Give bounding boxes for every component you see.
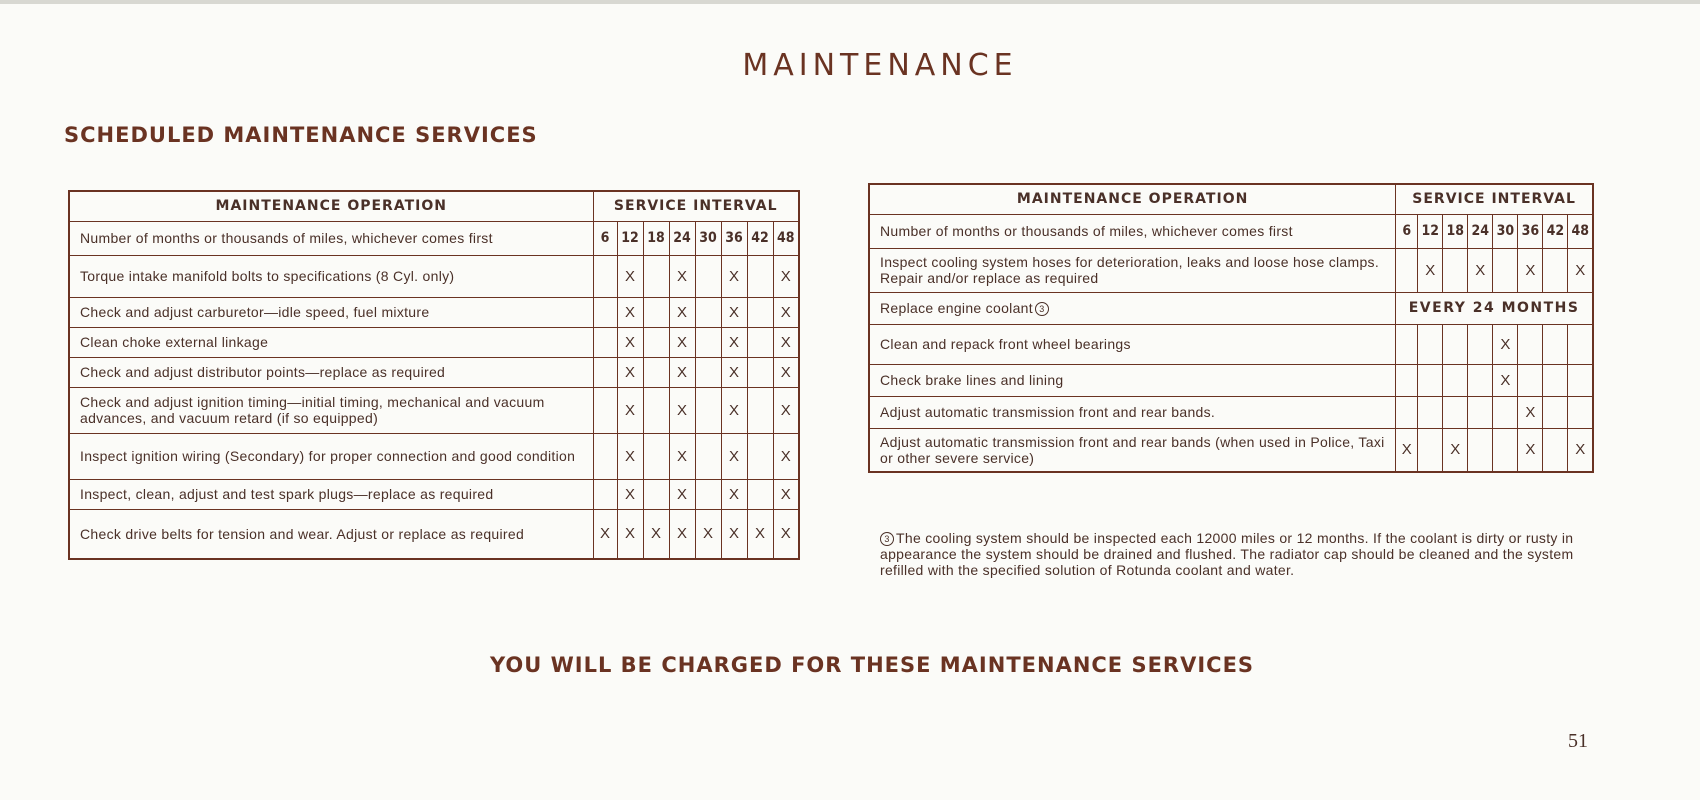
interval-mark-cell bbox=[695, 327, 721, 357]
operation-cell bbox=[869, 248, 1396, 292]
interval-number-row bbox=[69, 221, 799, 255]
charge-notice: YOU WILL BE CHARGED FOR THESE MAINTENANCE SERVICES bbox=[489, 653, 1255, 677]
interval-mark-cell: X bbox=[773, 255, 799, 297]
interval-mark-cell: X bbox=[1518, 428, 1543, 472]
interval-mark-cell bbox=[747, 357, 773, 387]
operation-text: Check and adjust distributor points—replace as required bbox=[80, 364, 446, 380]
interval-mark-cell bbox=[1396, 396, 1418, 428]
interval-mark-cell bbox=[1418, 396, 1443, 428]
interval-mark-cell bbox=[1518, 324, 1543, 364]
table-row bbox=[869, 248, 1593, 292]
interval-mark-cell bbox=[1493, 248, 1518, 292]
operation-text: Torque intake manifold bolts to specifications (8 Cyl. only) bbox=[80, 268, 455, 284]
interval-mark-cell bbox=[747, 327, 773, 357]
interval-mark-cell: X bbox=[773, 387, 799, 433]
interval-48: 48 bbox=[773, 221, 799, 255]
interval-mark-cell: X bbox=[617, 357, 643, 387]
interval-mark-cell: X bbox=[1568, 428, 1593, 472]
top-edge-line bbox=[0, 0, 1700, 4]
interval-36: 36 bbox=[1518, 214, 1543, 248]
interval-mark-cell bbox=[747, 297, 773, 327]
table-row bbox=[69, 357, 799, 387]
interval-6: 6 bbox=[1396, 214, 1418, 248]
footnote-marker: 3 bbox=[1035, 302, 1049, 316]
interval-mark-cell: X bbox=[721, 327, 747, 357]
interval-mark-cell: X bbox=[773, 479, 799, 509]
interval-mark-cell bbox=[1518, 364, 1543, 396]
interval-mark-cell: X bbox=[721, 509, 747, 559]
interval-mark-cell bbox=[695, 433, 721, 479]
interval-mark-cell bbox=[1396, 364, 1418, 396]
interval-mark-cell: X bbox=[721, 479, 747, 509]
interval-row-label: Number of months or thousands of miles, whichever comes first bbox=[869, 214, 1396, 248]
interval-mark-cell bbox=[1468, 364, 1493, 396]
interval-mark-cell bbox=[1443, 324, 1468, 364]
interval-mark-cell bbox=[1418, 428, 1443, 472]
interval-mark-cell bbox=[747, 433, 773, 479]
operation-cell bbox=[869, 396, 1396, 428]
table-row bbox=[69, 255, 799, 297]
operation-cell bbox=[869, 292, 1396, 324]
interval-mark-cell: X bbox=[1518, 396, 1543, 428]
interval-mark-cell bbox=[1443, 364, 1468, 396]
interval-mark-cell: X bbox=[1518, 248, 1543, 292]
table-row bbox=[869, 292, 1593, 324]
interval-mark-cell: X bbox=[617, 327, 643, 357]
operation-cell bbox=[69, 387, 593, 433]
interval-mark-cell bbox=[643, 297, 669, 327]
interval-mark-cell: X bbox=[773, 357, 799, 387]
interval-mark-cell bbox=[1443, 396, 1468, 428]
interval-mark-cell: X bbox=[669, 327, 695, 357]
interval-span-text: EVERY 24 MONTHS bbox=[1396, 292, 1593, 324]
operation-cell bbox=[69, 509, 593, 559]
table-row bbox=[69, 479, 799, 509]
interval-mark-cell bbox=[643, 479, 669, 509]
interval-mark-cell: X bbox=[593, 509, 617, 559]
interval-6: 6 bbox=[593, 221, 617, 255]
interval-mark-cell bbox=[1543, 324, 1568, 364]
interval-mark-cell bbox=[1468, 396, 1493, 428]
operation-cell bbox=[69, 433, 593, 479]
interval-mark-cell bbox=[747, 479, 773, 509]
interval-mark-cell: X bbox=[773, 297, 799, 327]
operation-text: Inspect cooling system hoses for deterioration, leaks and loose hose clamps. Repair and/or replace as required bbox=[880, 254, 1380, 286]
table-row bbox=[69, 387, 799, 433]
operation-text: Check and adjust carburetor—idle speed, fuel mixture bbox=[80, 304, 430, 320]
interval-mark-cell bbox=[643, 433, 669, 479]
operation-column-header: MAINTENANCE OPERATION bbox=[869, 184, 1396, 214]
interval-mark-cell bbox=[643, 327, 669, 357]
interval-42: 42 bbox=[747, 221, 773, 255]
interval-mark-cell bbox=[593, 479, 617, 509]
table-row bbox=[69, 433, 799, 479]
interval-mark-cell: X bbox=[669, 387, 695, 433]
interval-mark-cell bbox=[1568, 364, 1593, 396]
interval-mark-cell: X bbox=[617, 433, 643, 479]
interval-mark-cell: X bbox=[669, 433, 695, 479]
section-title: SCHEDULED MAINTENANCE SERVICES bbox=[64, 123, 538, 147]
page-title: MAINTENANCE bbox=[742, 48, 1018, 83]
operation-column-header: MAINTENANCE OPERATION bbox=[69, 191, 593, 221]
interval-mark-cell: X bbox=[617, 387, 643, 433]
interval-mark-cell bbox=[643, 255, 669, 297]
interval-24: 24 bbox=[1468, 214, 1493, 248]
interval-mark-cell: X bbox=[721, 387, 747, 433]
interval-mark-cell: X bbox=[773, 327, 799, 357]
interval-48: 48 bbox=[1568, 214, 1593, 248]
page-number: 51 bbox=[1568, 730, 1588, 752]
interval-mark-cell: X bbox=[1493, 324, 1518, 364]
table-row bbox=[869, 428, 1593, 472]
interval-number-row bbox=[869, 214, 1593, 248]
interval-column-header: SERVICE INTERVAL bbox=[593, 191, 799, 221]
interval-mark-cell bbox=[643, 387, 669, 433]
interval-mark-cell bbox=[1543, 248, 1568, 292]
interval-12: 12 bbox=[1418, 214, 1443, 248]
interval-mark-cell: X bbox=[1468, 248, 1493, 292]
operation-text: Check drive belts for tension and wear. Adjust or replace as required bbox=[80, 525, 525, 542]
interval-mark-cell bbox=[1443, 248, 1468, 292]
interval-mark-cell: X bbox=[1493, 364, 1518, 396]
interval-mark-cell bbox=[1396, 248, 1418, 292]
table-row bbox=[69, 327, 799, 357]
interval-30: 30 bbox=[695, 221, 721, 255]
interval-mark-cell: X bbox=[669, 509, 695, 559]
operation-text: Inspect ignition wiring (Secondary) for proper connection and good condition bbox=[80, 448, 576, 464]
interval-24: 24 bbox=[669, 221, 695, 255]
interval-mark-cell bbox=[695, 297, 721, 327]
interval-mark-cell bbox=[1468, 324, 1493, 364]
interval-mark-cell: X bbox=[669, 255, 695, 297]
interval-mark-cell bbox=[1418, 324, 1443, 364]
operation-text: Adjust automatic transmission front and rear bands (when used in Police, Taxi or other severe service) bbox=[880, 433, 1385, 466]
interval-mark-cell: X bbox=[721, 297, 747, 327]
operation-text: Check and adjust ignition timing—initial timing, mechanical and vacuum advances, and vacuum retard (if so equipped) bbox=[80, 394, 545, 426]
footnote-text: The cooling system should be inspected each 12000 miles or 12 months. If the coolant is dirty or rusty in appearance the system should be drained and flushed. The radiator cap should be cleaned and the system refilled with the specified solution of Rotunda coolant and water. bbox=[880, 530, 1574, 578]
interval-12: 12 bbox=[617, 221, 643, 255]
interval-mark-cell: X bbox=[669, 357, 695, 387]
interval-mark-cell bbox=[1468, 428, 1493, 472]
interval-mark-cell bbox=[695, 357, 721, 387]
interval-30: 30 bbox=[1493, 214, 1518, 248]
interval-mark-cell bbox=[593, 433, 617, 479]
operation-cell bbox=[69, 297, 593, 327]
interval-18: 18 bbox=[1443, 214, 1468, 248]
interval-mark-cell bbox=[1493, 396, 1518, 428]
interval-mark-cell: X bbox=[1396, 428, 1418, 472]
interval-mark-cell: X bbox=[773, 509, 799, 559]
operation-cell bbox=[69, 479, 593, 509]
interval-mark-cell: X bbox=[669, 479, 695, 509]
operation-text: Inspect, clean, adjust and test spark plugs—replace as required bbox=[80, 486, 494, 502]
operation-cell bbox=[869, 364, 1396, 396]
interval-row-label: Number of months or thousands of miles, whichever comes first bbox=[69, 221, 593, 255]
interval-mark-cell bbox=[1543, 428, 1568, 472]
interval-mark-cell: X bbox=[773, 433, 799, 479]
right-maintenance-table bbox=[868, 183, 1594, 473]
interval-mark-cell bbox=[593, 255, 617, 297]
operation-text: Replace engine coolant bbox=[880, 300, 1033, 316]
interval-mark-cell: X bbox=[1568, 248, 1593, 292]
operation-cell bbox=[69, 327, 593, 357]
interval-mark-cell: X bbox=[617, 509, 643, 559]
interval-mark-cell bbox=[695, 255, 721, 297]
interval-mark-cell bbox=[1396, 324, 1418, 364]
interval-mark-cell: X bbox=[721, 433, 747, 479]
interval-mark-cell bbox=[593, 357, 617, 387]
interval-mark-cell bbox=[747, 387, 773, 433]
interval-mark-cell: X bbox=[721, 255, 747, 297]
operation-text: Clean choke external linkage bbox=[80, 334, 269, 350]
interval-mark-cell bbox=[695, 479, 721, 509]
interval-mark-cell bbox=[1493, 428, 1518, 472]
table-row bbox=[869, 324, 1593, 364]
interval-mark-cell bbox=[593, 297, 617, 327]
interval-mark-cell: X bbox=[747, 509, 773, 559]
operation-text: Adjust automatic transmission front and rear bands. bbox=[880, 404, 1216, 420]
interval-mark-cell: X bbox=[617, 297, 643, 327]
table-row bbox=[869, 364, 1593, 396]
interval-mark-cell bbox=[1568, 396, 1593, 428]
interval-mark-cell: X bbox=[617, 479, 643, 509]
operation-text: Clean and repack front wheel bearings bbox=[880, 336, 1131, 352]
footnote-marker: 3 bbox=[880, 532, 894, 546]
interval-mark-cell bbox=[1543, 364, 1568, 396]
operation-text: Check brake lines and lining bbox=[880, 372, 1064, 388]
interval-mark-cell: X bbox=[643, 509, 669, 559]
operation-cell bbox=[69, 357, 593, 387]
interval-mark-cell bbox=[1568, 324, 1593, 364]
interval-mark-cell: X bbox=[1418, 248, 1443, 292]
interval-mark-cell: X bbox=[721, 357, 747, 387]
interval-mark-cell: X bbox=[695, 509, 721, 559]
operation-cell bbox=[869, 324, 1396, 364]
interval-mark-cell: X bbox=[669, 297, 695, 327]
interval-mark-cell bbox=[747, 255, 773, 297]
interval-18: 18 bbox=[643, 221, 669, 255]
left-maintenance-table bbox=[68, 190, 800, 560]
interval-mark-cell: X bbox=[1443, 428, 1468, 472]
table-row bbox=[869, 396, 1593, 428]
interval-mark-cell bbox=[695, 387, 721, 433]
operation-cell bbox=[869, 428, 1396, 472]
table-row bbox=[69, 297, 799, 327]
interval-36: 36 bbox=[721, 221, 747, 255]
interval-42: 42 bbox=[1543, 214, 1568, 248]
interval-mark-cell bbox=[593, 327, 617, 357]
interval-mark-cell bbox=[643, 357, 669, 387]
interval-mark-cell bbox=[1543, 396, 1568, 428]
interval-mark-cell: X bbox=[617, 255, 643, 297]
operation-cell bbox=[69, 255, 593, 297]
table-row bbox=[69, 509, 799, 559]
interval-mark-cell bbox=[1418, 364, 1443, 396]
interval-column-header: SERVICE INTERVAL bbox=[1396, 184, 1593, 214]
interval-mark-cell bbox=[593, 387, 617, 433]
coolant-footnote bbox=[880, 530, 1580, 578]
